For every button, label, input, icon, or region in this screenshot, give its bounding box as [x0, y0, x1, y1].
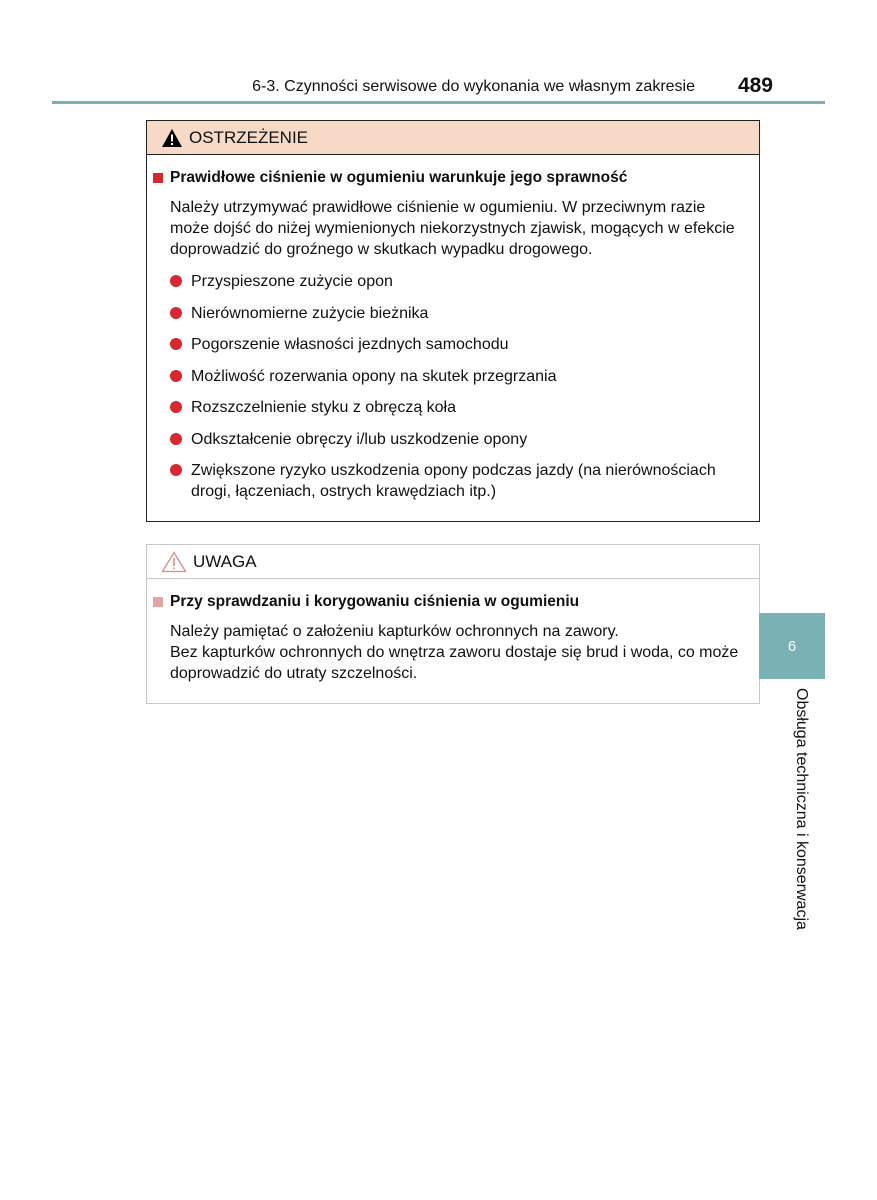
warning-triangle-icon — [161, 128, 183, 148]
list-item: Nierównomierne zużycie bieżnika — [170, 303, 749, 324]
notice-paragraph-line-2: Bez kapturków ochronnych do wnętrza zaworu dostaje się brud i woda, co może doprowadzić do utraty szczelności. — [170, 644, 739, 682]
list-item: Przyspieszone zużycie opon — [170, 271, 749, 292]
warning-title: OSTRZEŻENIE — [189, 127, 309, 147]
chapter-number: 6 — [787, 637, 797, 655]
warning-bullet-list — [170, 271, 749, 502]
list-item: Odkształcenie obręczy i/lub uszkodzenie opony — [170, 429, 749, 450]
list-item: Rozszczelnienie styku z obręczą koła — [170, 397, 749, 418]
notice-subheading-text: Przy sprawdzaniu i korygowaniu ciśnienia w ogumieniu — [170, 593, 580, 610]
section-title: 6-3. Czynności serwisowe do wykonania we własnym zakresie — [252, 78, 695, 95]
chapter-tab — [759, 613, 825, 679]
list-item: Możliwość rozerwania opony na skutek przegrzania — [170, 366, 749, 387]
notice-title: UWAGA — [193, 551, 257, 571]
warning-subheading — [153, 169, 759, 187]
warning-paragraph: Należy utrzymywać prawidłowe ciśnienie w ogumieniu. W przeciwnym razie może dojść do niżej wymienionych niekorzystnych zjawisk, mogących w efekcie doprowadzić do groźnego w skutkach wypadku drogowego. — [170, 199, 735, 258]
warning-box — [146, 120, 760, 522]
red-square-icon — [153, 173, 163, 183]
notice-paragraph — [170, 621, 745, 684]
caution-outline-triangle-icon — [161, 551, 187, 573]
notice-box — [146, 544, 760, 704]
pink-square-icon — [153, 597, 163, 607]
notice-paragraph-line-1: Należy pamiętać o założeniu kapturków ochronnych na zawory. — [170, 623, 619, 640]
notice-header — [147, 545, 759, 579]
chapter-title-vertical: Obsługa techniczna i konserwacja — [793, 688, 810, 930]
notice-subheading — [153, 593, 759, 611]
list-item: Zwiększone ryzyko uszkodzenia opony podczas jazdy (na nierównościach drogi, łączeniach, ostrych krawędziach itp.) — [170, 460, 749, 502]
warning-header — [147, 121, 759, 155]
header-divider — [52, 101, 825, 104]
list-item: Pogorszenie własności jezdnych samochodu — [170, 334, 749, 355]
warning-subheading-text: Prawidłowe ciśnienie w ogumieniu warunkuje jego sprawność — [170, 169, 628, 186]
page-number: 489 — [737, 74, 773, 97]
